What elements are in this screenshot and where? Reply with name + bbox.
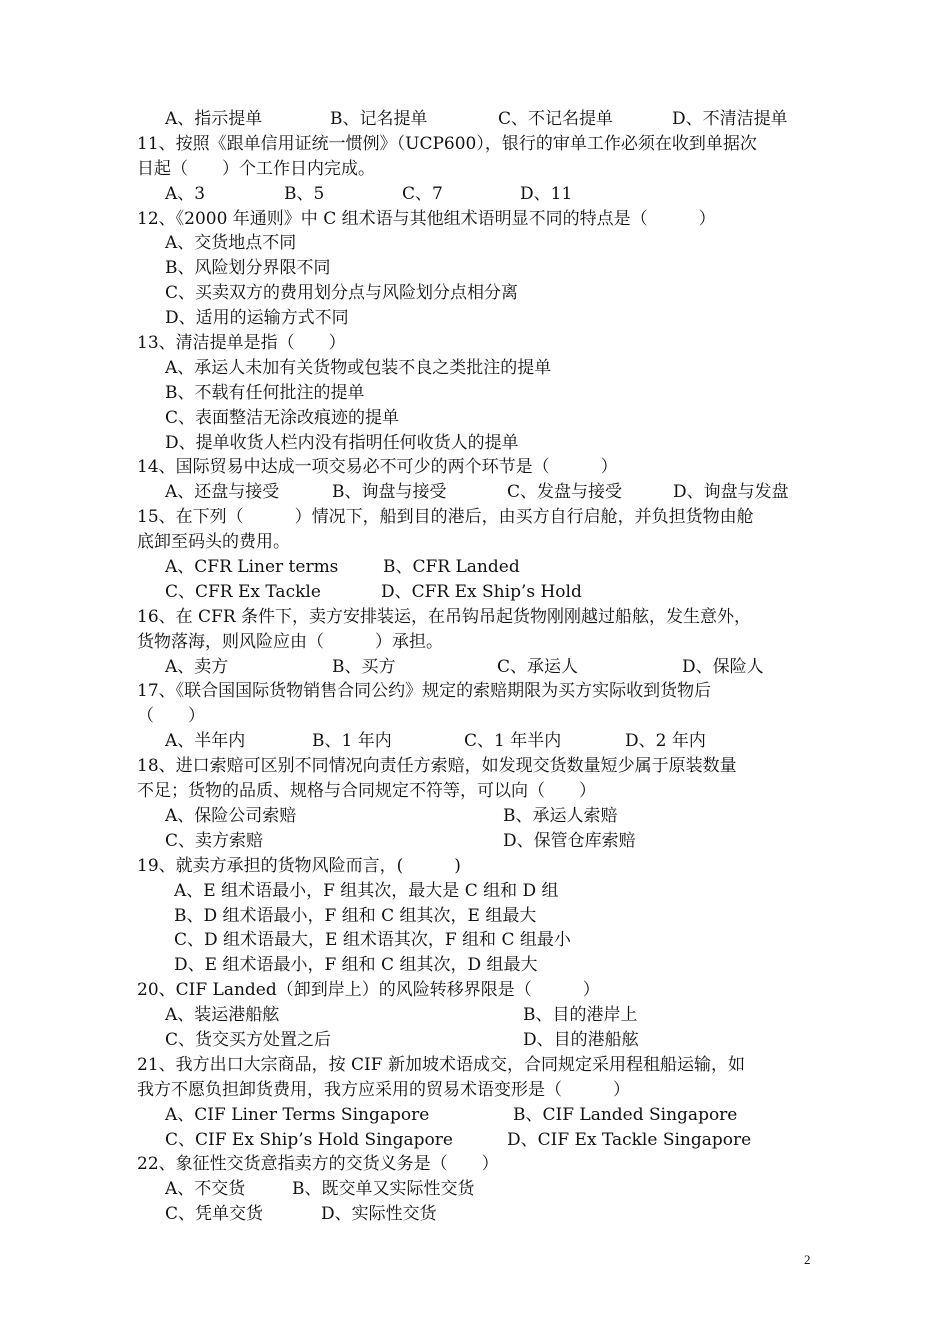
q13-option-d: D、提单收货人栏内没有指明任何收货人的提单	[165, 432, 519, 453]
q12-option-b: B、风险划分界限不同	[165, 258, 331, 279]
q13-option-b: B、不载有任何批注的提单	[165, 382, 365, 403]
q18-options-row-2	[137, 829, 817, 854]
q22-options-row-2	[137, 1202, 817, 1227]
q17-stem-line-1: 17、《联合国国际货物销售合同公约》规定的索赔期限为买方实际收到货物后	[137, 681, 712, 702]
q16-stem-line-2: 货物落海，则风险应由（ ）承担。	[137, 631, 443, 652]
q22-option-a: A、不交货	[165, 1179, 246, 1200]
q17-option-a: A、半年内	[165, 731, 246, 752]
q14-option-b: B、询盘与接受	[332, 482, 447, 503]
q14-stem: 14、国际贸易中达成一项交易必不可少的两个环节是（ ）	[137, 457, 618, 478]
q11-option-b: B、5	[284, 183, 325, 204]
q15-options-row-1	[137, 555, 817, 580]
q11-option-d: D、11	[520, 183, 573, 204]
q15-option-b: B、CFR Landed	[383, 557, 520, 578]
q16-option-c: C、承运人	[497, 656, 579, 677]
q20-option-b: B、目的港岸上	[523, 1005, 638, 1026]
q11-stem-line-1: 11、按照《跟单信用证统一惯例》（UCP600），银行的审单工作必须在收到单据次	[137, 133, 757, 154]
q17-option-b: B、1 年内	[312, 731, 392, 752]
q16-option-b: B、买方	[332, 656, 396, 677]
q21-option-b: B、CIF Landed Singapore	[513, 1104, 738, 1125]
q22-stem: 22、象征性交货意指卖方的交货义务是（ ）	[137, 1154, 499, 1175]
q18-option-b: B、承运人索赔	[503, 805, 618, 826]
question-list	[137, 107, 817, 1227]
q20-option-d: D、目的港船舷	[523, 1029, 639, 1050]
q20-options-row-1	[137, 1003, 817, 1028]
q14-option-d: D、询盘与发盘	[673, 482, 789, 503]
q10-option-b: B、记名提单	[330, 109, 428, 129]
q15-option-d: D、CFR Ex Ship’s Hold	[381, 581, 582, 602]
q21-option-d: D、CIF Ex Tackle Singapore	[507, 1129, 752, 1150]
q22-options-row-1	[137, 1177, 817, 1202]
q12-option-c: C、买卖双方的费用划分点与风险划分点相分离	[165, 283, 519, 304]
q10-options	[137, 107, 817, 132]
q19-option-b: B、D 组术语最小，F 组和 C 组其次，E 组最大	[174, 905, 537, 926]
q16-stem-line-1: 16、在 CFR 条件下，卖方安排装运，在吊钩吊起货物刚刚越过船舷，发生意外，	[137, 606, 752, 627]
q19-option-c: C、D 组术语最大，E 组术语其次，F 组和 C 组最小	[174, 930, 571, 951]
q10-option-a: A、指示提单	[165, 109, 263, 129]
q21-options-row-2	[137, 1128, 817, 1153]
q15-option-c: C、CFR Ex Tackle	[165, 581, 321, 602]
q19-option-a: A、E 组术语最小，F 组其次，最大是 C 组和 D 组	[174, 880, 559, 901]
q21-stem-line-1: 21、我方出口大宗商品，按 CIF 新加坡术语成交，合同规定采用程租船运输，如	[137, 1054, 745, 1075]
page-number: 2	[804, 1252, 811, 1267]
q13-stem: 13、清洁提单是指（ ）	[137, 333, 346, 354]
q12-stem: 12、《2000 年通则》中 C 组术语与其他组术语明显不同的特点是（ ）	[137, 208, 716, 229]
q22-option-c: C、凭单交货	[165, 1204, 264, 1225]
q15-options-row-2	[137, 580, 817, 605]
q19-stem: 19、就卖方承担的货物风险而言，( )	[137, 855, 461, 876]
q16-options	[137, 655, 817, 680]
q21-option-c: C、CIF Ex Ship’s Hold Singapore	[165, 1129, 453, 1150]
q18-option-c: C、卖方索赔	[165, 830, 264, 851]
q14-option-c: C、发盘与接受	[507, 482, 623, 503]
q20-options-row-2	[137, 1028, 817, 1053]
q22-option-d: D、实际性交货	[321, 1204, 437, 1225]
q15-stem-line-1: 15、在下列（ ）情况下，船到目的港后，由买方自行启舱，并负担货物由舱	[137, 507, 754, 528]
q11-options	[137, 182, 817, 207]
q18-stem-line-2: 不足；货物的品质、规格与合同规定不符等，可以向（ ）	[137, 781, 596, 802]
q21-options-row-1	[137, 1103, 817, 1128]
q15-stem-line-2: 底卸至码头的费用。	[137, 532, 290, 553]
q15-option-a: A、CFR Liner terms	[165, 557, 339, 578]
q17-stem-line-2: （ ）	[137, 706, 205, 727]
q20-stem: 20、CIF Landed（卸到岸上）的风险转移界限是（ ）	[137, 980, 600, 1001]
q21-option-a: A、CIF Liner Terms Singapore	[165, 1104, 430, 1125]
q20-option-a: A、装运港船舷	[165, 1005, 280, 1026]
q14-option-a: A、还盘与接受	[165, 482, 280, 503]
q10-option-c: C、不记名提单	[498, 109, 614, 129]
q21-stem-line-2: 我方不愿负担卸货费用，我方应采用的贸易术语变形是（ ）	[137, 1079, 630, 1100]
q11-option-c: C、7	[402, 183, 443, 204]
q18-option-d: D、保管仓库索赔	[503, 830, 636, 851]
q20-option-c: C、货交买方处置之后	[165, 1029, 332, 1050]
q13-option-c: C、表面整洁无涂改痕迹的提单	[165, 407, 400, 428]
q22-option-b: B、既交单又实际性交货	[292, 1179, 475, 1200]
q11-option-a: A、3	[165, 183, 206, 204]
q11-stem-line-2: 日起（ ）个工作日内完成。	[137, 158, 375, 179]
q16-option-d: D、保险人	[682, 656, 764, 677]
q17-option-c: C、1 年半内	[464, 731, 562, 752]
q14-options	[137, 480, 817, 505]
q18-stem-line-1: 18、进口索赔可区别不同情况向责任方索赔，如发现交货数量短少属于原装数量	[137, 756, 737, 777]
q16-option-a: A、卖方	[165, 656, 229, 677]
q12-option-a: A、交货地点不同	[165, 233, 297, 254]
q13-option-a: A、承运人未加有关货物或包装不良之类批注的提单	[165, 357, 552, 378]
q12-option-d: D、适用的运输方式不同	[165, 308, 349, 329]
q17-options	[137, 729, 817, 754]
q10-option-d: D、不清洁提单	[672, 109, 788, 129]
q18-options-row-1	[137, 804, 817, 829]
q17-option-d: D、2 年内	[625, 731, 706, 752]
q19-option-d: D、E 组术语最小，F 组和 C 组其次，D 组最大	[174, 955, 538, 976]
q18-option-a: A、保险公司索赔	[165, 805, 297, 826]
